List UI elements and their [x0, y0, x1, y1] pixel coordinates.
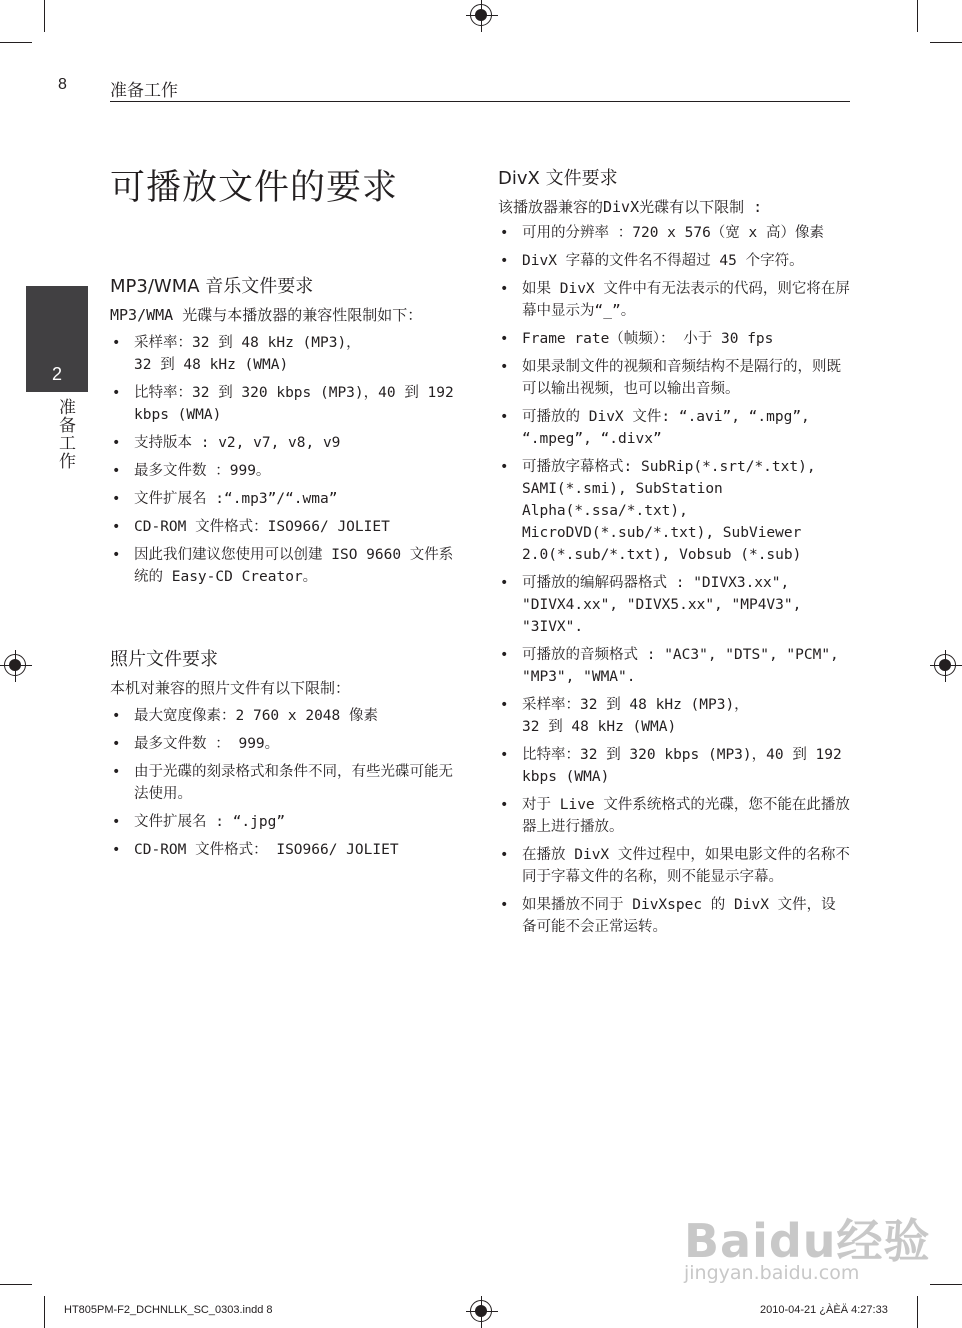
list-item: • 因此我们建议您使用可以创建 ISO 9660 文件系统的 Easy-CD Creator。: [110, 544, 466, 588]
list-item: • 最多文件数 ： 999。: [110, 733, 466, 755]
divx-heading: DivX 文件要求: [498, 168, 618, 189]
crop-mark: [0, 42, 32, 43]
list-item: • 可播放的编解码器格式 : "DIVX3.xx", "DIVX4.xx", "DIVX5.xx", "MP4V3", "3IVX".: [498, 572, 850, 638]
list-item: • 文件扩展名 :“.mp3”/“.wma”: [110, 488, 466, 510]
crop-mark: [44, 1296, 45, 1328]
list-item: • 可用的分辨率 ：720 x 576（宽 x 高）像素: [498, 222, 850, 244]
mp3-list: [110, 332, 466, 588]
registration-mark-icon: [470, 4, 492, 26]
registration-mark-icon: [934, 654, 956, 676]
list-item: • 对于 Live 文件系统格式的光碟，您不能在此播放器上进行播放。: [498, 794, 850, 838]
list-item: • 比特率：32 到 320 kbps (MP3)，40 到 192 kbps (WMA): [110, 382, 466, 426]
crop-mark: [917, 1296, 918, 1328]
crop-mark: [930, 42, 962, 43]
list-item: • 最多文件数 ：999。: [110, 460, 466, 482]
crop-mark: [930, 1284, 962, 1285]
photo-section: [110, 645, 466, 867]
page-number: 8: [58, 76, 67, 93]
list-item: • CD-ROM 文件格式：ISO966/ JOLIET: [110, 516, 466, 538]
page-title: 可播放文件的要求: [110, 168, 399, 208]
list-item: • DivX 字幕的文件名不得超过 45 个字符。: [498, 250, 850, 272]
list-item: • 在播放 DivX 文件过程中，如果电影文件的名称不同于字幕文件的名称，则不能显示字幕。: [498, 844, 850, 888]
crop-mark: [917, 0, 918, 32]
divx-list: [498, 222, 850, 938]
registration-mark-icon: [4, 654, 26, 676]
footer-file-info: HT805PM-F2_DCHNLLK_SC_0303.indd 8: [64, 1304, 273, 1316]
list-item: • 由于光碟的刻录格式和条件不同，有些光碟可能无法使用。: [110, 761, 466, 805]
list-item: • CD-ROM 文件格式： ISO966/ JOLIET: [110, 839, 466, 861]
footer-timestamp: 2010-04-21 ¿ÀÈÄ 4:27:33: [760, 1304, 888, 1316]
list-item: • 可播放的 DivX 文件: “.avi”, “.mpg”, “.mpeg”, “.divx”: [498, 406, 850, 450]
crop-mark: [44, 0, 45, 32]
registration-mark-icon: [470, 1300, 492, 1322]
mp3-section: [110, 272, 466, 594]
header-rule: [110, 101, 850, 102]
photo-intro: 本机对兼容的照片文件有以下限制：: [110, 679, 351, 697]
mp3-heading: MP3/WMA 音乐文件要求: [110, 276, 314, 297]
crop-mark: [0, 1284, 32, 1285]
list-item: • Frame rate（帧频）： 小于 30 fps: [498, 328, 850, 350]
divx-intro: 该播放器兼容的DivX光碟有以下限制 :: [498, 198, 763, 216]
list-item: • 比特率：32 到 320 kbps (MP3)，40 到 192 kbps (WMA): [498, 744, 850, 788]
list-item: • 采样率：32 到 48 kHz (MP3)， 32 到 48 kHz (WMA): [110, 332, 466, 376]
list-item: • 采样率：32 到 48 kHz (MP3)， 32 到 48 kHz (WMA): [498, 694, 850, 738]
chapter-label: 准备工作: [55, 398, 75, 470]
list-item: • 文件扩展名 : “.jpg”: [110, 811, 466, 833]
list-item: • 如果播放不同于 DivXspec 的 DivX 文件，设备可能不会正常运转。: [498, 894, 850, 938]
watermark-brand: Baidu经验: [684, 1214, 931, 1268]
list-item: • 如果 DivX 文件中有无法表示的代码，则它将在屏幕中显示为“_”。: [498, 278, 850, 322]
list-item: • 可播放的音频格式 : "AC3", "DTS", "PCM", "MP3", "WMA".: [498, 644, 850, 688]
list-item: • 最大宽度像素：2 760 x 2048 像素: [110, 705, 466, 727]
photo-list: [110, 705, 466, 861]
watermark-url: jingyan.baidu.com: [684, 1262, 860, 1284]
running-header: 准备工作: [110, 81, 178, 101]
chapter-number: 2: [51, 364, 62, 384]
mp3-intro: MP3/WMA 光碟与本播放器的兼容性限制如下：: [110, 306, 423, 324]
list-item: • 如果录制文件的视频和音频结构不是隔行的，则既可以输出视频，也可以输出音频。: [498, 356, 850, 400]
list-item: • 可播放字幕格式: SubRip(*.srt/*.txt), SAMI(*.smi), SubStation Alpha(*.ssa/*.txt), MicroDVD(*.sub/*.txt), SubViewer 2.0(*.sub/*.txt), Vobsub (*.sub): [498, 456, 850, 566]
divx-section: [498, 164, 850, 944]
photo-heading: 照片文件要求: [110, 649, 218, 670]
list-item: • 支持版本 : v2, v7, v8, v9: [110, 432, 466, 454]
